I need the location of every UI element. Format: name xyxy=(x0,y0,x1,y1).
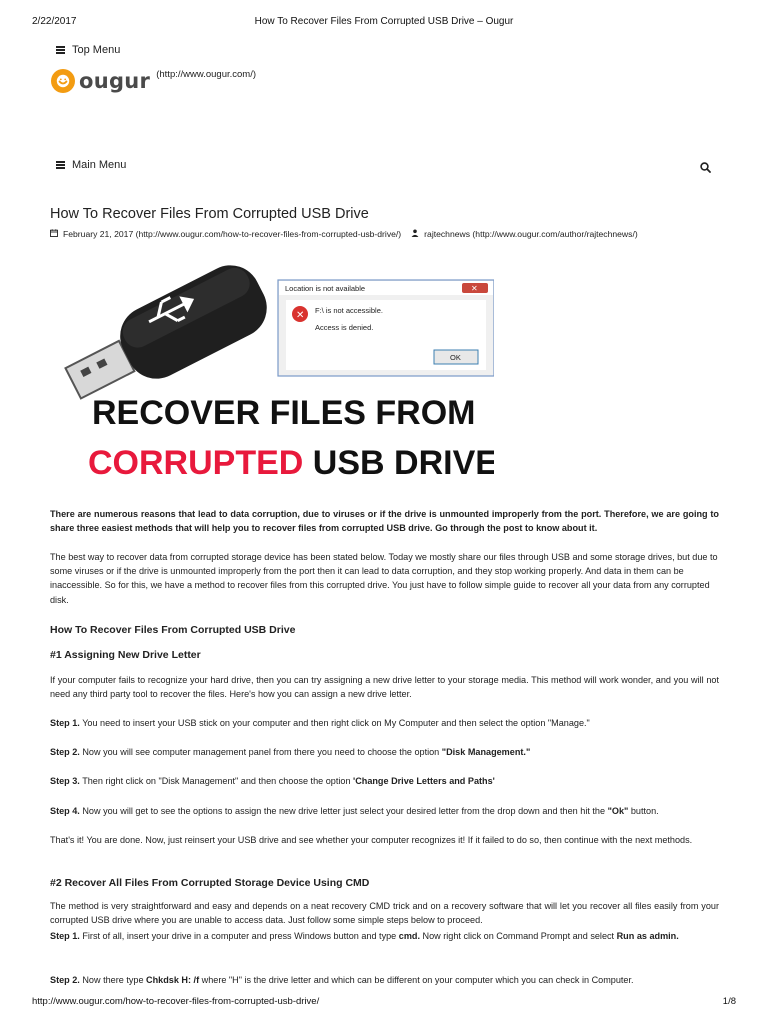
article-intro xyxy=(50,507,719,535)
method1-step1: Step 1. You need to insert your USB stick on your computer and then right click on My Computer and then select the option "Manage." xyxy=(50,718,590,728)
section-heading-main: How To Recover Files From Corrupted USB Drive xyxy=(50,624,296,636)
ougur-logo-icon xyxy=(50,68,76,94)
print-header xyxy=(32,16,736,30)
svg-text:✕: ✕ xyxy=(471,284,478,293)
method2-step2: Step 2. Now there type Chkdsk H: /f where "H" is the drive letter and which can be different on your computer which you can check in Computer. xyxy=(50,975,634,985)
dialog-title: Location is not available xyxy=(285,284,366,293)
article-date-url[interactable]: (http://www.ougur.com/how-to-recover-files-from-corrupted-usb-drive/) xyxy=(135,229,402,239)
dialog-line2: Access is denied. xyxy=(315,323,374,332)
calendar-icon xyxy=(50,229,58,239)
article-author: rajtechnews xyxy=(424,229,471,239)
method2-step1: Step 1. First of all, insert your drive in a computer and press Windows button and type cmd. Now right click on Command Prompt and select Run as admin. xyxy=(50,931,679,941)
dialog-line1: F:\ is not accessible. xyxy=(315,306,383,315)
print-page-number: 1/8 xyxy=(722,996,736,1007)
method1-heading: #1 Assigning New Drive Letter xyxy=(50,649,201,661)
logo-url[interactable]: (http://www.ougur.com/) xyxy=(156,68,257,80)
method2-heading: #2 Recover All Files From Corrupted Storage Device Using CMD xyxy=(50,877,370,889)
method1-step3: Step 3. Then right click on "Disk Management" and then choose the option 'Change Drive Letters and Paths' xyxy=(50,776,495,786)
print-footer-url: http://www.ougur.com/how-to-recover-files-from-corrupted-usb-drive/ xyxy=(32,996,320,1007)
method1-intro-container xyxy=(50,673,719,701)
method1-step4: Step 4. Now you will get to see the options to assign the new drive letter just select your desired letter from the drop down and then hit the "Ok" button. xyxy=(50,806,659,816)
method1-done: That's it! You are done. Now, just reinsert your USB drive and see whether your computer recognizes it! If it failed to do so, then continue with the next methods. xyxy=(50,835,693,845)
article-meta xyxy=(50,229,638,239)
hero-image xyxy=(50,252,494,490)
top-menu-label: Top Menu xyxy=(72,44,121,56)
article-author-url[interactable]: (http://www.ougur.com/author/rajtechnews/) xyxy=(472,229,638,239)
search-icon[interactable] xyxy=(700,160,711,178)
intro-paragraph: There are numerous reasons that lead to data corruption, due to viruses or if the drive is unmounted improperly from the port. Therefore, we are going to share three easiest methods that will help you to recover files from corrupted USB drive. Go through the post to know about it. xyxy=(50,509,719,534)
logo-wordmark: ougur xyxy=(79,69,151,93)
method1-step2: Step 2. Now you will see computer management panel from there you need to choose the option "Disk Management." xyxy=(50,747,531,757)
print-title: How To Recover Files From Corrupted USB Drive – Ougur xyxy=(254,16,514,27)
body-paragraph: The best way to recover data from corrupted storage device has been stated below. Today we mostly share our files through USB and some storage drives, but due to some viruses or if the drive is unmounted improperly from the port then it can lead to data corruption, and they stop working properly. And data in them can be inaccessible. So for this, we have a method to recover files from this corrupted drive. You just have to follow simple guide to recover all your data from any corrupted disk. xyxy=(50,552,718,605)
section-heading-container xyxy=(50,623,719,637)
site-logo[interactable] xyxy=(50,68,256,94)
top-menu-toggle[interactable] xyxy=(56,44,120,56)
hero-headline-1: RECOVER FILES FROM xyxy=(92,394,476,432)
user-icon xyxy=(411,229,419,239)
article-date: February 21, 2017 xyxy=(63,229,134,239)
error-icon: ✕ xyxy=(296,310,305,321)
menu-icon xyxy=(56,46,65,54)
usb-drive-illustration xyxy=(50,252,494,490)
main-menu-label: Main Menu xyxy=(72,159,127,171)
method1-heading-container xyxy=(50,648,719,662)
print-date: 2/22/2017 xyxy=(32,16,77,27)
method2-intro: The method is very straightforward and easy and depends on a neat recovery CMD trick and on a recovery software that will let you recover all files easily from your corrupted USB drive where you are unable to access data. Just follow some simple steps below to proceed. xyxy=(50,901,719,926)
method1-intro: If your computer fails to recognize your hard drive, then you can try assigning a new drive letter to your storage media. This method will work wonder, and you will not need any third party tool to recover the files. Here's how you can assign a new drive letter. xyxy=(50,675,719,700)
article-para xyxy=(50,550,719,607)
article-title: How To Recover Files From Corrupted USB Drive xyxy=(50,206,369,222)
main-menu-toggle[interactable] xyxy=(56,159,126,171)
dialog-ok-button: OK xyxy=(450,353,461,362)
print-footer xyxy=(32,996,736,1010)
method2-heading-container xyxy=(50,876,719,890)
menu-icon xyxy=(56,161,65,169)
hero-headline-2: CORRUPTED USB DRIVE xyxy=(88,444,494,482)
